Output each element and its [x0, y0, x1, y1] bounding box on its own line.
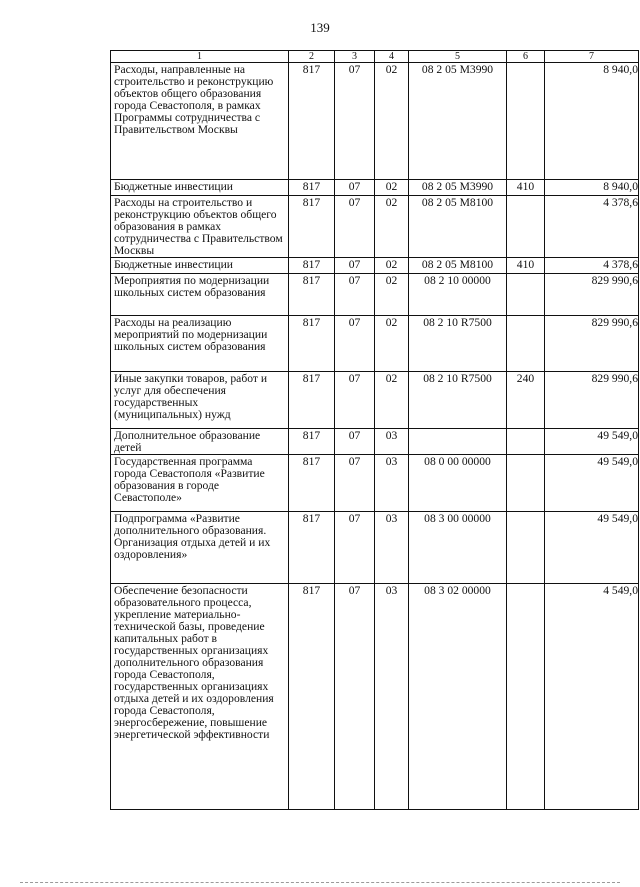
row-section-cell: 07 [335, 455, 375, 512]
row-subsection-cell: 03 [375, 455, 409, 512]
header-cell: 4 [375, 51, 409, 63]
table-row [111, 63, 639, 180]
row-ved-cell: 817 [289, 180, 335, 196]
row-subsection-cell: 02 [375, 180, 409, 196]
row-amount-cell: 8 940,0 [545, 63, 639, 180]
row-target-code-cell: 08 2 10 00000 [409, 274, 507, 316]
row-target-code-cell: 08 3 02 00000 [409, 584, 507, 810]
row-target-code-cell [409, 429, 507, 455]
row-section-cell: 07 [335, 258, 375, 274]
row-expense-type-cell [507, 455, 545, 512]
table-row [111, 429, 639, 455]
row-amount-cell: 4 549,0 [545, 584, 639, 810]
row-amount-cell: 829 990,6 [545, 274, 639, 316]
row-expense-type-cell: 240 [507, 372, 545, 429]
row-subsection-cell: 02 [375, 258, 409, 274]
row-target-code-cell: 08 2 05 М3990 [409, 180, 507, 196]
table-row [111, 274, 639, 316]
row-section-cell: 07 [335, 180, 375, 196]
row-section-cell: 07 [335, 196, 375, 258]
row-ved-cell: 817 [289, 316, 335, 372]
row-target-code-cell: 08 0 00 00000 [409, 455, 507, 512]
row-expense-type-cell [507, 63, 545, 180]
row-name-cell: Бюджетные инвестиции [111, 180, 289, 196]
row-section-cell: 07 [335, 316, 375, 372]
row-name-cell: Государственная программа города Севастополя «Развитие образования в городе Севастополе» [111, 455, 289, 512]
row-expense-type-cell [507, 196, 545, 258]
row-section-cell: 07 [335, 429, 375, 455]
row-name-cell: Дополнительное образование детей [111, 429, 289, 455]
table-row [111, 316, 639, 372]
page-number: 139 [310, 20, 330, 35]
header-cell: 7 [545, 51, 639, 63]
header-cell: 1 [111, 51, 289, 63]
row-ved-cell: 817 [289, 196, 335, 258]
row-section-cell: 07 [335, 63, 375, 180]
row-expense-type-cell [507, 512, 545, 584]
row-expense-type-cell: 410 [507, 180, 545, 196]
row-target-code-cell: 08 2 10 R7500 [409, 372, 507, 429]
row-amount-cell: 49 549,0 [545, 512, 639, 584]
row-section-cell: 07 [335, 372, 375, 429]
row-expense-type-cell: 410 [507, 258, 545, 274]
row-subsection-cell: 02 [375, 372, 409, 429]
row-target-code-cell: 08 3 00 00000 [409, 512, 507, 584]
header-cell: 6 [507, 51, 545, 63]
row-ved-cell: 817 [289, 258, 335, 274]
table-row [111, 455, 639, 512]
row-expense-type-cell [507, 316, 545, 372]
row-name-cell: Подпрограмма «Развитие дополнительного образования. Организация отдыха детей и их оздоровления» [111, 512, 289, 584]
table-row [111, 196, 639, 258]
row-subsection-cell: 02 [375, 63, 409, 180]
row-ved-cell: 817 [289, 274, 335, 316]
row-amount-cell: 49 549,0 [545, 455, 639, 512]
table-row [111, 180, 639, 196]
row-amount-cell: 49 549,0 [545, 429, 639, 455]
row-subsection-cell: 02 [375, 316, 409, 372]
row-name-cell: Расходы на строительство и реконструкцию объектов общего образования в рамках сотрудничества с Правительством Москвы [111, 196, 289, 258]
row-section-cell: 07 [335, 584, 375, 810]
row-subsection-cell: 03 [375, 512, 409, 584]
table-row [111, 372, 639, 429]
row-section-cell: 07 [335, 512, 375, 584]
row-expense-type-cell [507, 584, 545, 810]
row-target-code-cell: 08 2 10 R7500 [409, 316, 507, 372]
row-target-code-cell: 08 2 05 М8100 [409, 258, 507, 274]
row-expense-type-cell [507, 274, 545, 316]
row-name-cell: Расходы на реализацию мероприятий по модернизации школьных систем образования [111, 316, 289, 372]
row-ved-cell: 817 [289, 584, 335, 810]
row-subsection-cell: 02 [375, 274, 409, 316]
row-name-cell: Расходы, направленные на строительство и реконструкцию объектов общего образования города Севастополя, в рамках Программы сотрудничества с Правительством Москвы [111, 63, 289, 180]
row-amount-cell: 8 940,0 [545, 180, 639, 196]
row-name-cell: Обеспечение безопасности образовательного процесса, укрепление материально-технической базы, проведение капитальных работ в государственных организациях дополнительного образования города Севастополя, государственных организациях отдыха детей и их оздоровления города Севастополя, энергосбережение, повышение энергетической эффективности [111, 584, 289, 810]
header-row [111, 51, 639, 63]
table-row [111, 258, 639, 274]
row-ved-cell: 817 [289, 372, 335, 429]
row-ved-cell: 817 [289, 63, 335, 180]
row-name-cell: Иные закупки товаров, работ и услуг для обеспечения государственных (муниципальных) нужд [111, 372, 289, 429]
page-bottom-edge [20, 882, 620, 883]
row-subsection-cell: 03 [375, 584, 409, 810]
header-cell: 3 [335, 51, 375, 63]
header-cell: 5 [409, 51, 507, 63]
row-name-cell: Бюджетные инвестиции [111, 258, 289, 274]
row-ved-cell: 817 [289, 512, 335, 584]
header-cell: 2 [289, 51, 335, 63]
row-expense-type-cell [507, 429, 545, 455]
row-name-cell: Мероприятия по модернизации школьных систем образования [111, 274, 289, 316]
row-amount-cell: 4 378,6 [545, 258, 639, 274]
row-subsection-cell: 02 [375, 196, 409, 258]
table-row [111, 584, 639, 810]
row-amount-cell: 829 990,6 [545, 372, 639, 429]
row-section-cell: 07 [335, 274, 375, 316]
row-target-code-cell: 08 2 05 М3990 [409, 63, 507, 180]
row-amount-cell: 4 378,6 [545, 196, 639, 258]
row-amount-cell: 829 990,6 [545, 316, 639, 372]
budget-table [110, 50, 639, 810]
row-ved-cell: 817 [289, 455, 335, 512]
row-subsection-cell: 03 [375, 429, 409, 455]
row-target-code-cell: 08 2 05 М8100 [409, 196, 507, 258]
table-row [111, 512, 639, 584]
row-ved-cell: 817 [289, 429, 335, 455]
